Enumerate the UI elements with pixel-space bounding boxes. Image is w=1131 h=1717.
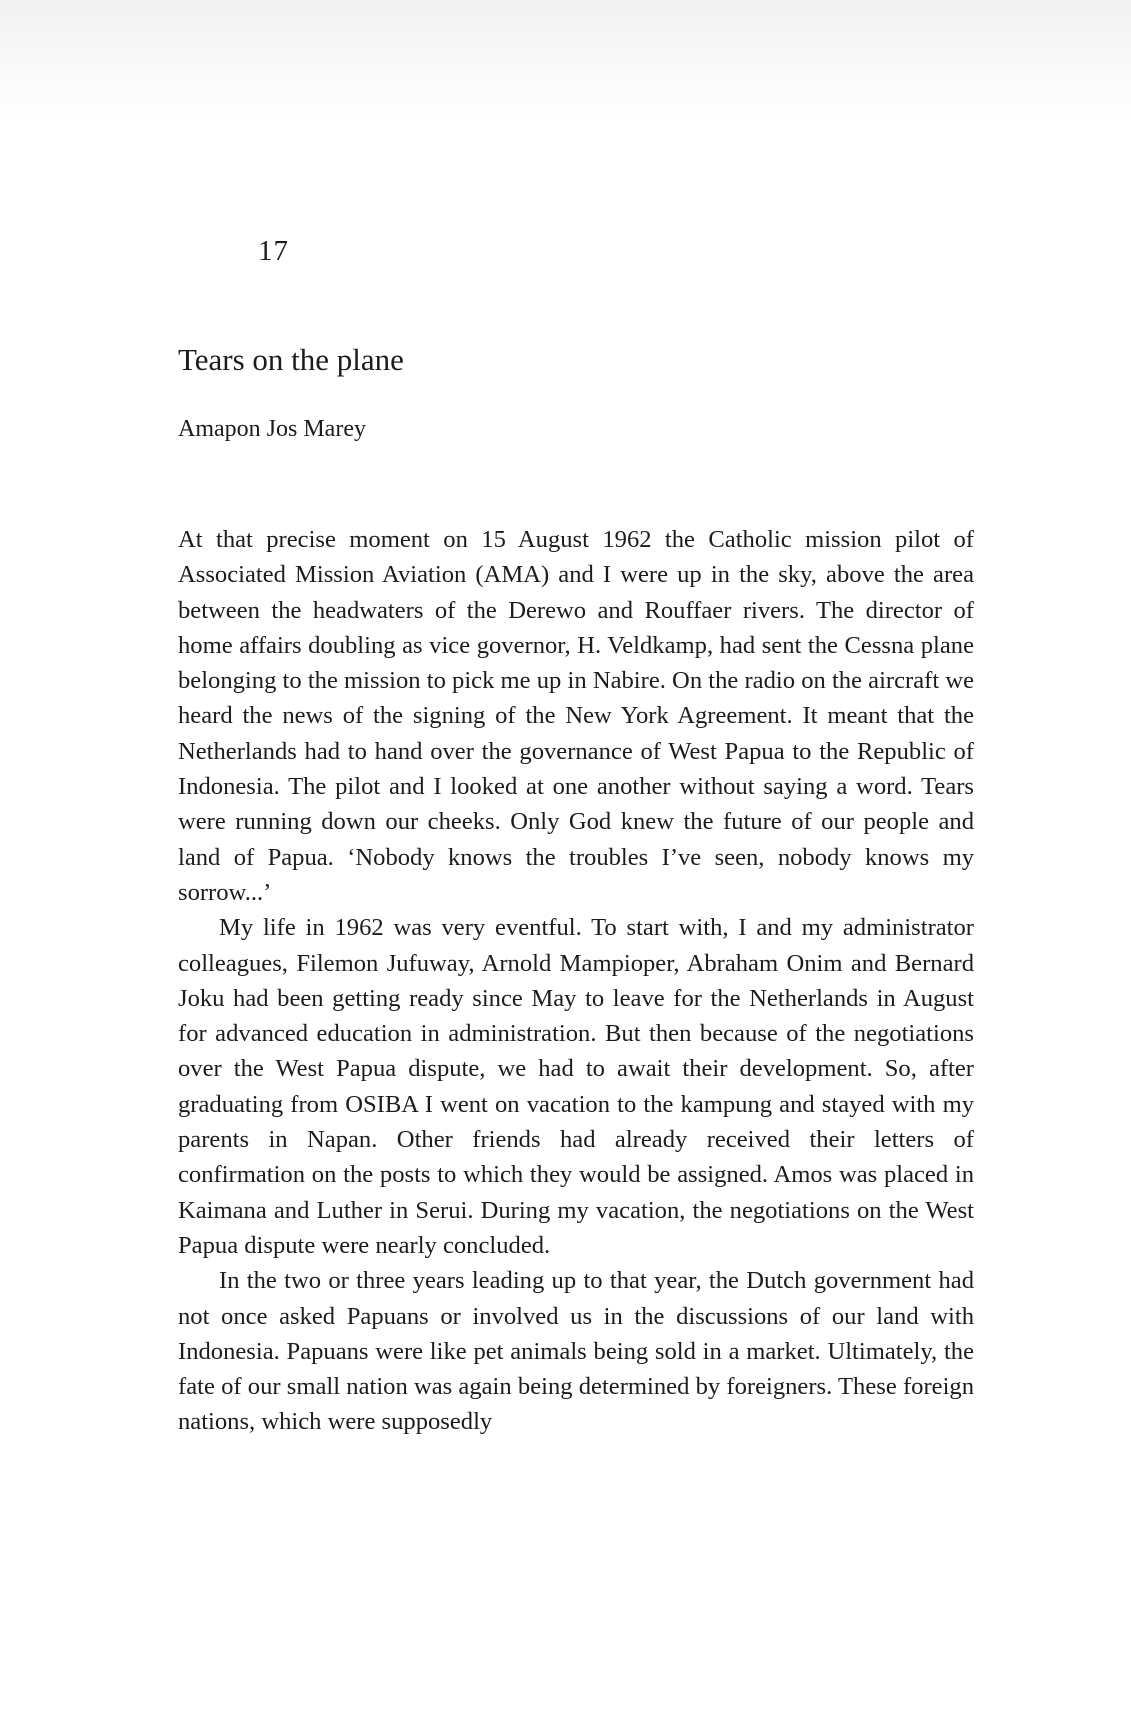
paragraph-3: In the two or three years leading up to that year, the Dutch government had not once asked Papuans or involved us in the discussions of our land with Indonesia. Papuans were like pet animals being sold in a market. Ultimately, the fate of our small nation was again being determined by foreigners. These foreign nations, which were supposedly bbox=[178, 1267, 974, 1436]
scan-shadow bbox=[0, 0, 1131, 120]
chapter-author: Amapon Jos Marey bbox=[178, 416, 366, 442]
paragraph-2: My life in 1962 was very eventful. To start with, I and my administrator colleagues, Filemon Jufuway, Arnold Mampioper, Abraham Onim and Bernard Joku had been getting ready since May to leave for the Netherlands in August for advanced education in administration. But then because of the negotiations over the West Papua dispute, we had to await their development. So, after graduating from OSIBA I went on vacation to the kampung and stayed with my parents in Napan. Other friends had already received their letters of confirmation on the posts to which they would be assigned. Amos was placed in Kaimana and Luther in Serui. During my vacation, the negotiations on the West Papua dispute were nearly concluded. bbox=[178, 914, 974, 1259]
chapter-title: Tears on the plane bbox=[178, 342, 404, 377]
chapter-number: 17 bbox=[258, 235, 289, 267]
paragraph-1: At that precise moment on 15 August 1962 the Catholic mission pilot of Associated Mission Aviation (AMA) and I were up in the sky, above the area between the headwaters of the Derewo and Rouffaer rivers. The director of home affairs doubling as vice governor, H. Veldkamp, had sent the Cessna plane belonging to the mission to pick me up in Nabire. On the radio on the aircraft we heard the news of the signing of the New York Agreement. It meant that the Netherlands had to hand over the governance of West Papua to the Republic of Indonesia. The pilot and I looked at one another without saying a word. Tears were running down our cheeks. Only God knew the future of our people and land of Papua. ‘Nobody knows the troubles I’ve seen, nobody knows my sorrow...’ bbox=[178, 526, 974, 906]
body-text bbox=[178, 522, 974, 1440]
